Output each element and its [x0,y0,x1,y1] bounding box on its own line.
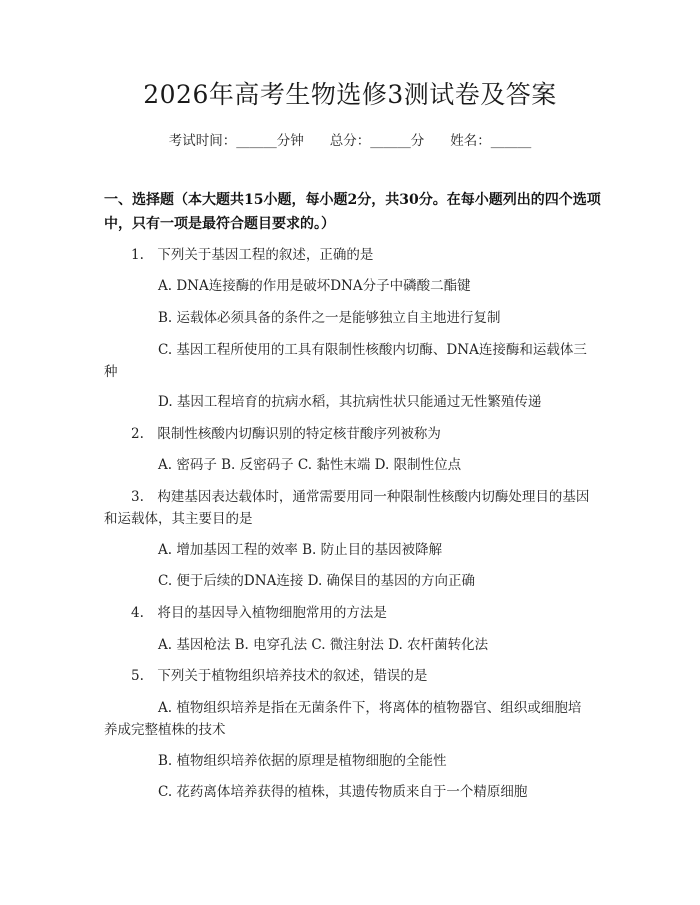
answer-option: C. 便于后续的DNA连接 D. 确保目的基因的方向正确 [158,573,476,589]
exam-time-field: 考试时间：______分钟 [168,133,304,149]
question-stem: 3. 构建基因表达载体时，通常需要用同一种限制性核酸内切酶处理目的基因 [131,489,590,505]
answer-option: A. 密码子 B. 反密码子 C. 黏性末端 D. 限制性位点 [158,457,462,473]
answer-option-continuation: 种 [104,364,118,380]
page-title: 2026年高考生物选修3测试卷及答案 [143,80,557,109]
section-heading-line: 中，只有一项是最符合题目要求的。） [104,216,335,232]
section-heading-line: 一、选择题（本大题共15小题，每小题2分，共30分。在每小题列出的四个选项 [104,192,601,208]
answer-option: D. 基因工程培育的抗病水稻，其抗病性状只能通过无性繁殖传递 [158,394,542,410]
question-stem: 5. 下列关于植物组织培养技术的叙述，错误的是 [131,668,428,684]
name-field: 姓名：______ [450,133,532,149]
question-stem: 2. 限制性核酸内切酶识别的特定核苷酸序列被称为 [131,426,441,442]
question-stem: 1. 下列关于基因工程的叙述，正确的是 [131,247,374,263]
question-stem-continuation: 和运载体，其主要目的是 [104,511,253,527]
answer-option: A. 植物组织培养是指在无菌条件下，将离体的植物器官、组织或细胞培 [158,700,582,716]
answer-option: A. DNA连接酶的作用是破坏DNA分子中磷酸二酯键 [158,278,471,294]
answer-option: A. 基因枪法 B. 电穿孔法 C. 微注射法 D. 农杆菌转化法 [158,637,489,653]
section-heading [104,188,604,236]
answer-option: C. 基因工程所使用的工具有限制性核酸内切酶、DNA连接酶和运载体三 [158,342,587,358]
question-stem: 4. 将目的基因导入植物细胞常用的方法是 [131,605,387,621]
answer-option-continuation: 养成完整植株的技术 [104,722,226,738]
exam-info-line [0,131,700,151]
answer-option: C. 花药离体培养获得的植株，其遗传物质来自于一个精原细胞 [158,784,528,800]
answer-option: B. 植物组织培养依据的原理是植物细胞的全能性 [158,753,447,769]
answer-option: A. 增加基因工程的效率 B. 防止目的基因被降解 [158,542,443,558]
answer-option: B. 运载体必须具备的条件之一是能够独立自主地进行复制 [158,310,501,326]
total-score-field: 总分：______分 [329,133,425,149]
